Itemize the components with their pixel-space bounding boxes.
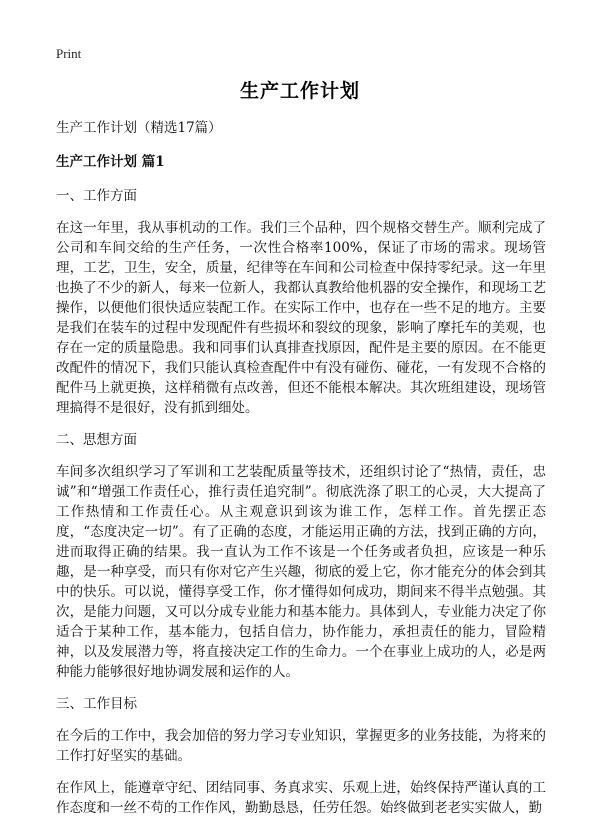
section-heading: 一、工作方面 (56, 188, 137, 204)
document-title: 生产工作计划 (239, 80, 360, 102)
section-paragraph: 在今后的工作中，我会加倍的努力学习专业知识，掌握更多的业务技能，为将来的工作打好坚实的基础。 (56, 728, 546, 764)
section-heading: 二、思想方面 (56, 432, 137, 448)
section-paragraph: 在作风上，能遵章守纪、团结同事、务真求实、乐观上进，始终保持严谨认真的工作态度和一丝不苟的工作作风，勤勤恳恳，任劳任怨。始终做到老老实实做人，勤 (56, 780, 546, 816)
section-thinking (56, 430, 546, 682)
section-goals (56, 694, 546, 818)
section-work (56, 186, 546, 418)
article-title: 生产工作计划 篇1 (56, 154, 165, 170)
document-body (56, 118, 546, 830)
section-heading: 三、工作目标 (56, 696, 137, 712)
print-label: Print (56, 46, 82, 61)
section-paragraph: 在这一年里，我从事机动的工作。我们三个品种，四个规格交替生产。顺利完成了公司和车间交给的生产任务，一次性合格率100%，保证了市场的需求。现场管理，工艺，卫生，安全，质量，纪律等在车间和公司检查中保持零纪录。这一年里也换了不少的新人，每来一位新人，我都认真教给他机器的安全操作，和现场工艺操作，以便他们很快适应装配工作。在实际工作中，也存在一些不足的地方。主要是我们在装车的过程中发现配件有些损坏和裂纹的现象，影响了摩托车的美观，也存在一定的质量隐患。我和同事们认真排查找原因，配件是主要的原因。在不能更改配件的情况下，我们只能认真检查配件中有没有碰伤、碰花，一有发现不合格的配件马上就更换，这样稍微有点改善，但还不能根本解决。其次班组建设，现场管理搞得不是很好，没有抓到细处。 (56, 220, 546, 416)
document-subtitle: 生产工作计划（精选17篇） (56, 120, 222, 136)
section-paragraph: 车间多次组织学习了军训和工艺装配质量等技术，还组织讨论了“热情，责任，忠诚”和“增强工作责任心，推行责任追究制”。彻底洗涤了职工的心灵，大大提高了工作热情和工作责任心。从主观意识到该为谁工作，怎样工作。首先摆正态度，“态度决定一切”。有了正确的态度，才能运用正确的方法，找到正确的方向，进而取得正确的结果。我一直认为工作不该是一个任务或者负担，应该是一种乐趣，是一种享受，而只有你对它产生兴趣，彻底的爱上它，你才能充分的体会到其中的快乐。可以说，懂得享受工作，你才懂得如何成功，期间来不得半点勉强。其次，是能力问题，又可以分成专业能力和基本能力。具体到人，专业能力决定了你适合于某种工作，基本能力，包括自信力，协作能力，承担责任的能力，冒险精神，以及发展潜力等，将直接决定工作的生命力。一个在事业上成功的人，必是两种能力能够很好地协调发展和运作的人。 (56, 464, 546, 680)
